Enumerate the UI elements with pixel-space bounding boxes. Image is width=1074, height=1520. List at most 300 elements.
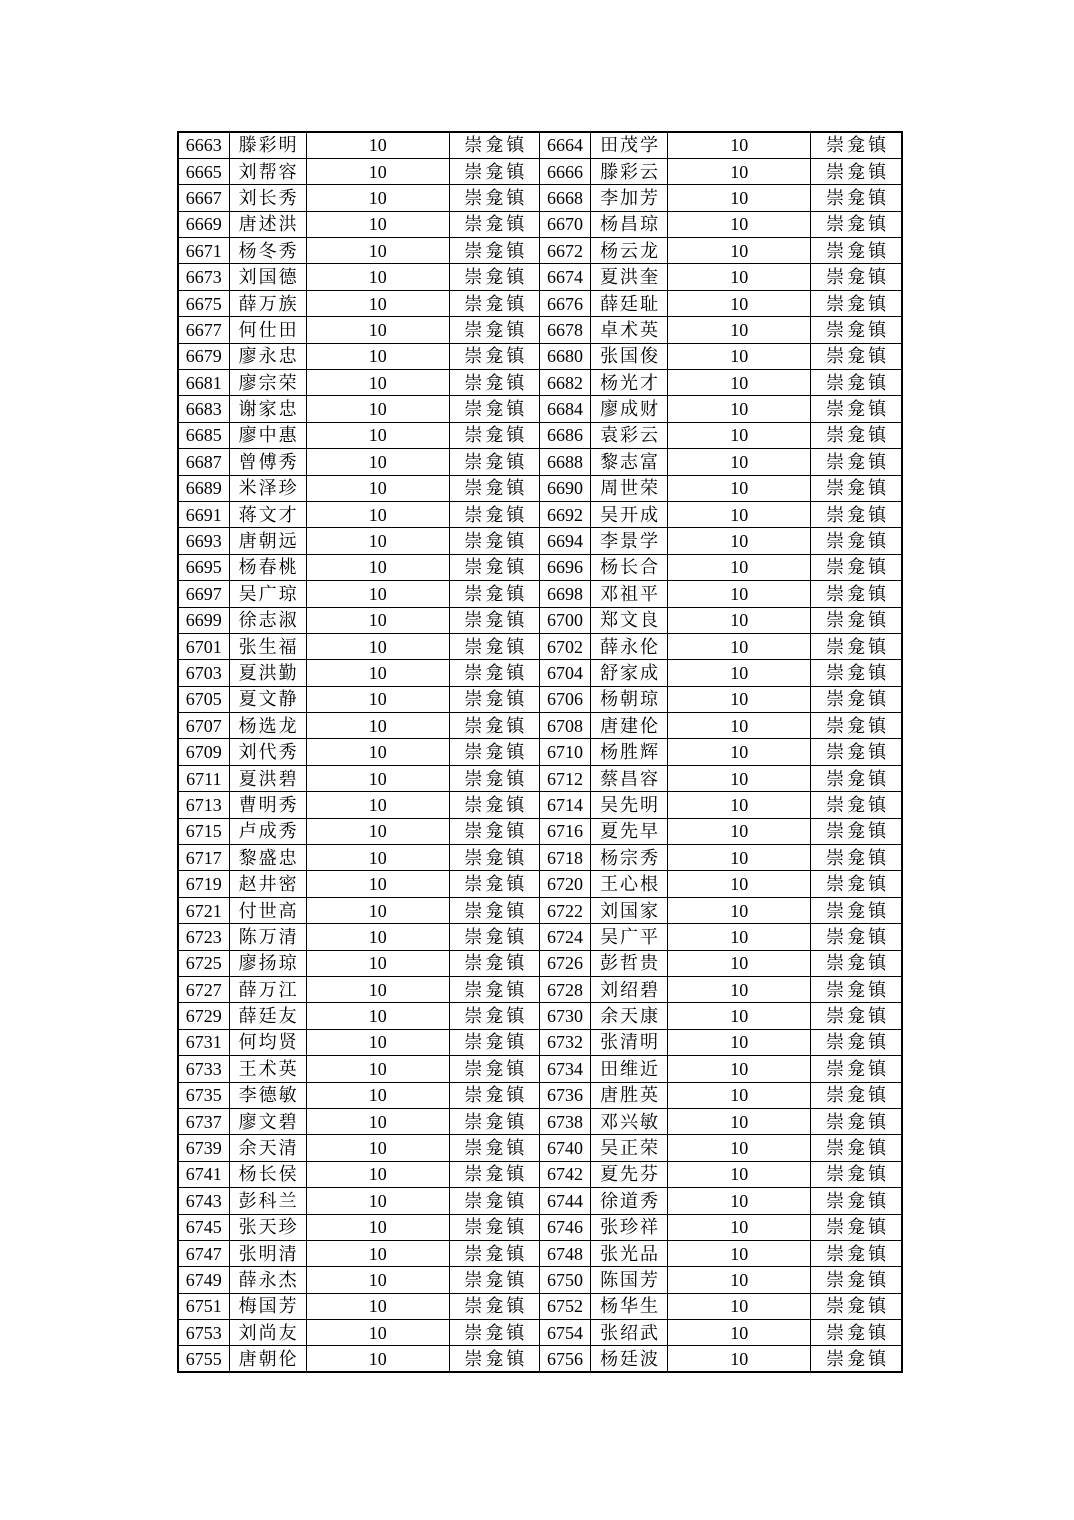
serial-number-cell: 6729 (178, 1003, 229, 1029)
serial-number-cell: 6731 (178, 1029, 229, 1055)
amount-cell: 10 (306, 581, 449, 607)
amount-cell: 10 (668, 185, 811, 211)
table-row (178, 422, 902, 448)
amount-cell: 10 (306, 264, 449, 290)
town-cell: 崇龛镇 (449, 1029, 539, 1055)
amount-cell: 10 (306, 977, 449, 1003)
amount-cell: 10 (668, 1135, 811, 1161)
person-name-cell: 余天清 (229, 1135, 306, 1161)
amount-cell: 10 (306, 897, 449, 923)
amount-cell: 10 (306, 1082, 449, 1108)
town-cell: 崇龛镇 (449, 449, 539, 475)
amount-cell: 10 (668, 581, 811, 607)
amount-cell: 10 (668, 950, 811, 976)
person-name-cell: 薛廷耻 (591, 290, 668, 316)
table-row (178, 1108, 902, 1134)
serial-number-cell: 6742 (539, 1161, 590, 1187)
person-name-cell: 李德敏 (229, 1082, 306, 1108)
person-name-cell: 杨长侯 (229, 1161, 306, 1187)
serial-number-cell: 6695 (178, 554, 229, 580)
amount-cell: 10 (306, 1240, 449, 1266)
serial-number-cell: 6721 (178, 897, 229, 923)
table-row (178, 977, 902, 1003)
town-cell: 崇龛镇 (449, 343, 539, 369)
serial-number-cell: 6711 (178, 765, 229, 791)
person-name-cell: 邓祖平 (591, 581, 668, 607)
serial-number-cell: 6744 (539, 1188, 590, 1214)
serial-number-cell: 6702 (539, 633, 590, 659)
town-cell: 崇龛镇 (811, 422, 902, 448)
amount-cell: 10 (668, 897, 811, 923)
person-name-cell: 曹明秀 (229, 792, 306, 818)
person-name-cell: 廖中惠 (229, 422, 306, 448)
person-name-cell: 刘长秀 (229, 185, 306, 211)
person-name-cell: 郑文良 (591, 607, 668, 633)
table-row (178, 607, 902, 633)
person-name-cell: 米泽珍 (229, 475, 306, 501)
amount-cell: 10 (668, 1267, 811, 1293)
person-name-cell: 张明清 (229, 1240, 306, 1266)
serial-number-cell: 6686 (539, 422, 590, 448)
person-name-cell: 张天珍 (229, 1214, 306, 1240)
table-row (178, 528, 902, 554)
table-row (178, 264, 902, 290)
table-row (178, 370, 902, 396)
person-name-cell: 杨朝琼 (591, 686, 668, 712)
amount-cell: 10 (668, 1214, 811, 1240)
town-cell: 崇龛镇 (811, 1293, 902, 1319)
serial-number-cell: 6680 (539, 343, 590, 369)
town-cell: 崇龛镇 (811, 528, 902, 554)
person-name-cell: 杨宗秀 (591, 845, 668, 871)
amount-cell: 10 (668, 132, 811, 158)
person-name-cell: 夏洪奎 (591, 264, 668, 290)
amount-cell: 10 (306, 554, 449, 580)
serial-number-cell: 6712 (539, 765, 590, 791)
serial-number-cell: 6672 (539, 238, 590, 264)
person-name-cell: 陈万清 (229, 924, 306, 950)
serial-number-cell: 6715 (178, 818, 229, 844)
amount-cell: 10 (306, 290, 449, 316)
table-row (178, 185, 902, 211)
town-cell: 崇龛镇 (811, 792, 902, 818)
serial-number-cell: 6741 (178, 1161, 229, 1187)
serial-number-cell: 6674 (539, 264, 590, 290)
amount-cell: 10 (668, 290, 811, 316)
person-name-cell: 薛万江 (229, 977, 306, 1003)
town-cell: 崇龛镇 (811, 475, 902, 501)
person-name-cell: 刘尚友 (229, 1320, 306, 1346)
serial-number-cell: 6696 (539, 554, 590, 580)
serial-number-cell: 6734 (539, 1056, 590, 1082)
serial-number-cell: 6705 (178, 686, 229, 712)
town-cell: 崇龛镇 (449, 370, 539, 396)
serial-number-cell: 6738 (539, 1108, 590, 1134)
amount-cell: 10 (306, 449, 449, 475)
serial-number-cell: 6701 (178, 633, 229, 659)
person-name-cell: 吴先明 (591, 792, 668, 818)
town-cell: 崇龛镇 (449, 765, 539, 791)
person-name-cell: 张光品 (591, 1240, 668, 1266)
town-cell: 崇龛镇 (449, 1108, 539, 1134)
amount-cell: 10 (306, 1029, 449, 1055)
serial-number-cell: 6706 (539, 686, 590, 712)
amount-cell: 10 (306, 1003, 449, 1029)
person-name-cell: 卓术英 (591, 317, 668, 343)
person-name-cell: 刘国家 (591, 897, 668, 923)
town-cell: 崇龛镇 (811, 1108, 902, 1134)
table-row (178, 343, 902, 369)
person-name-cell: 梅国芳 (229, 1293, 306, 1319)
table-row (178, 686, 902, 712)
amount-cell: 10 (306, 238, 449, 264)
town-cell: 崇龛镇 (449, 792, 539, 818)
amount-cell: 10 (306, 1108, 449, 1134)
table-row (178, 475, 902, 501)
person-name-cell: 唐建伦 (591, 713, 668, 739)
amount-cell: 10 (306, 1056, 449, 1082)
person-name-cell: 王术英 (229, 1056, 306, 1082)
amount-cell: 10 (668, 686, 811, 712)
town-cell: 崇龛镇 (811, 845, 902, 871)
table-row (178, 158, 902, 184)
town-cell: 崇龛镇 (811, 1082, 902, 1108)
person-name-cell: 刘绍碧 (591, 977, 668, 1003)
amount-cell: 10 (306, 1214, 449, 1240)
serial-number-cell: 6693 (178, 528, 229, 554)
town-cell: 崇龛镇 (811, 660, 902, 686)
town-cell: 崇龛镇 (811, 185, 902, 211)
town-cell: 崇龛镇 (449, 264, 539, 290)
serial-number-cell: 6733 (178, 1056, 229, 1082)
person-name-cell: 周世荣 (591, 475, 668, 501)
serial-number-cell: 6670 (539, 211, 590, 237)
town-cell: 崇龛镇 (449, 290, 539, 316)
amount-cell: 10 (668, 1188, 811, 1214)
serial-number-cell: 6703 (178, 660, 229, 686)
person-name-cell: 杨春桃 (229, 554, 306, 580)
serial-number-cell: 6708 (539, 713, 590, 739)
person-name-cell: 袁彩云 (591, 422, 668, 448)
table-row (178, 792, 902, 818)
person-name-cell: 卢成秀 (229, 818, 306, 844)
table-row (178, 581, 902, 607)
table-row (178, 1346, 902, 1372)
serial-number-cell: 6727 (178, 977, 229, 1003)
serial-number-cell: 6677 (178, 317, 229, 343)
amount-cell: 10 (306, 1267, 449, 1293)
beneficiary-roster-table (177, 131, 903, 1373)
person-name-cell: 邓兴敏 (591, 1108, 668, 1134)
person-name-cell: 薛万族 (229, 290, 306, 316)
person-name-cell: 廖永忠 (229, 343, 306, 369)
amount-cell: 10 (306, 792, 449, 818)
table-row (178, 238, 902, 264)
table-row (178, 449, 902, 475)
table-row (178, 1161, 902, 1187)
amount-cell: 10 (306, 1293, 449, 1319)
town-cell: 崇龛镇 (811, 897, 902, 923)
amount-cell: 10 (306, 132, 449, 158)
person-name-cell: 杨长合 (591, 554, 668, 580)
amount-cell: 10 (306, 713, 449, 739)
person-name-cell: 杨昌琼 (591, 211, 668, 237)
serial-number-cell: 6719 (178, 871, 229, 897)
person-name-cell: 夏先芬 (591, 1161, 668, 1187)
town-cell: 崇龛镇 (449, 581, 539, 607)
serial-number-cell: 6740 (539, 1135, 590, 1161)
table-row (178, 818, 902, 844)
table-row (178, 1003, 902, 1029)
table-row (178, 1056, 902, 1082)
person-name-cell: 廖文碧 (229, 1108, 306, 1134)
serial-number-cell: 6700 (539, 607, 590, 633)
person-name-cell: 夏洪勤 (229, 660, 306, 686)
town-cell: 崇龛镇 (449, 317, 539, 343)
amount-cell: 10 (668, 317, 811, 343)
serial-number-cell: 6710 (539, 739, 590, 765)
amount-cell: 10 (306, 818, 449, 844)
serial-number-cell: 6688 (539, 449, 590, 475)
person-name-cell: 廖扬琼 (229, 950, 306, 976)
amount-cell: 10 (668, 396, 811, 422)
table-row (178, 290, 902, 316)
serial-number-cell: 6732 (539, 1029, 590, 1055)
person-name-cell: 陈国芳 (591, 1267, 668, 1293)
town-cell: 崇龛镇 (811, 1240, 902, 1266)
table-row (178, 1320, 902, 1346)
serial-number-cell: 6675 (178, 290, 229, 316)
serial-number-cell: 6704 (539, 660, 590, 686)
person-name-cell: 张绍武 (591, 1320, 668, 1346)
town-cell: 崇龛镇 (811, 713, 902, 739)
town-cell: 崇龛镇 (449, 950, 539, 976)
person-name-cell: 唐朝伦 (229, 1346, 306, 1372)
serial-number-cell: 6725 (178, 950, 229, 976)
town-cell: 崇龛镇 (449, 158, 539, 184)
serial-number-cell: 6736 (539, 1082, 590, 1108)
amount-cell: 10 (306, 317, 449, 343)
serial-number-cell: 6716 (539, 818, 590, 844)
town-cell: 崇龛镇 (811, 765, 902, 791)
amount-cell: 10 (668, 1082, 811, 1108)
town-cell: 崇龛镇 (811, 264, 902, 290)
person-name-cell: 薛永伦 (591, 633, 668, 659)
town-cell: 崇龛镇 (811, 818, 902, 844)
town-cell: 崇龛镇 (449, 897, 539, 923)
person-name-cell: 杨华生 (591, 1293, 668, 1319)
amount-cell: 10 (668, 1056, 811, 1082)
town-cell: 崇龛镇 (811, 1267, 902, 1293)
amount-cell: 10 (306, 633, 449, 659)
serial-number-cell: 6723 (178, 924, 229, 950)
amount-cell: 10 (668, 370, 811, 396)
town-cell: 崇龛镇 (449, 1214, 539, 1240)
person-name-cell: 李景学 (591, 528, 668, 554)
person-name-cell: 刘代秀 (229, 739, 306, 765)
serial-number-cell: 6666 (539, 158, 590, 184)
serial-number-cell: 6699 (178, 607, 229, 633)
person-name-cell: 刘帮容 (229, 158, 306, 184)
amount-cell: 10 (306, 422, 449, 448)
town-cell: 崇龛镇 (449, 211, 539, 237)
serial-number-cell: 6697 (178, 581, 229, 607)
town-cell: 崇龛镇 (811, 238, 902, 264)
serial-number-cell: 6684 (539, 396, 590, 422)
amount-cell: 10 (668, 1161, 811, 1187)
person-name-cell: 谢家忠 (229, 396, 306, 422)
table-row (178, 765, 902, 791)
table-row (178, 897, 902, 923)
serial-number-cell: 6750 (539, 1267, 590, 1293)
serial-number-cell: 6664 (539, 132, 590, 158)
serial-number-cell: 6691 (178, 501, 229, 527)
amount-cell: 10 (668, 422, 811, 448)
town-cell: 崇龛镇 (449, 713, 539, 739)
town-cell: 崇龛镇 (449, 1056, 539, 1082)
serial-number-cell: 6730 (539, 1003, 590, 1029)
amount-cell: 10 (668, 1240, 811, 1266)
town-cell: 崇龛镇 (811, 1188, 902, 1214)
person-name-cell: 吴广平 (591, 924, 668, 950)
town-cell: 崇龛镇 (449, 1188, 539, 1214)
amount-cell: 10 (306, 528, 449, 554)
amount-cell: 10 (668, 158, 811, 184)
amount-cell: 10 (668, 528, 811, 554)
amount-cell: 10 (668, 845, 811, 871)
amount-cell: 10 (668, 924, 811, 950)
town-cell: 崇龛镇 (811, 871, 902, 897)
serial-number-cell: 6689 (178, 475, 229, 501)
serial-number-cell: 6713 (178, 792, 229, 818)
amount-cell: 10 (668, 765, 811, 791)
person-name-cell: 廖成财 (591, 396, 668, 422)
amount-cell: 10 (306, 475, 449, 501)
roster-table-body (178, 132, 902, 1372)
serial-number-cell: 6726 (539, 950, 590, 976)
town-cell: 崇龛镇 (449, 1082, 539, 1108)
table-row (178, 132, 902, 158)
town-cell: 崇龛镇 (449, 185, 539, 211)
serial-number-cell: 6667 (178, 185, 229, 211)
amount-cell: 10 (306, 871, 449, 897)
serial-number-cell: 6737 (178, 1108, 229, 1134)
town-cell: 崇龛镇 (811, 1320, 902, 1346)
person-name-cell: 赵井密 (229, 871, 306, 897)
amount-cell: 10 (306, 396, 449, 422)
town-cell: 崇龛镇 (811, 290, 902, 316)
serial-number-cell: 6755 (178, 1346, 229, 1372)
amount-cell: 10 (668, 449, 811, 475)
person-name-cell: 滕彩云 (591, 158, 668, 184)
serial-number-cell: 6692 (539, 501, 590, 527)
town-cell: 崇龛镇 (449, 845, 539, 871)
amount-cell: 10 (306, 1161, 449, 1187)
table-row (178, 633, 902, 659)
person-name-cell: 张国俊 (591, 343, 668, 369)
amount-cell: 10 (668, 660, 811, 686)
person-name-cell: 吴开成 (591, 501, 668, 527)
town-cell: 崇龛镇 (449, 554, 539, 580)
amount-cell: 10 (668, 607, 811, 633)
serial-number-cell: 6718 (539, 845, 590, 871)
person-name-cell: 廖宗荣 (229, 370, 306, 396)
serial-number-cell: 6748 (539, 1240, 590, 1266)
serial-number-cell: 6665 (178, 158, 229, 184)
person-name-cell: 夏洪碧 (229, 765, 306, 791)
person-name-cell: 蔡昌容 (591, 765, 668, 791)
town-cell: 崇龛镇 (449, 739, 539, 765)
town-cell: 崇龛镇 (811, 1003, 902, 1029)
person-name-cell: 彭科兰 (229, 1188, 306, 1214)
amount-cell: 10 (306, 924, 449, 950)
serial-number-cell: 6671 (178, 238, 229, 264)
person-name-cell: 唐朝远 (229, 528, 306, 554)
serial-number-cell: 6679 (178, 343, 229, 369)
town-cell: 崇龛镇 (811, 1029, 902, 1055)
town-cell: 崇龛镇 (811, 1214, 902, 1240)
town-cell: 崇龛镇 (811, 686, 902, 712)
amount-cell: 10 (668, 1108, 811, 1134)
amount-cell: 10 (668, 343, 811, 369)
town-cell: 崇龛镇 (811, 977, 902, 1003)
serial-number-cell: 6707 (178, 713, 229, 739)
amount-cell: 10 (306, 660, 449, 686)
person-name-cell: 何均贤 (229, 1029, 306, 1055)
amount-cell: 10 (306, 739, 449, 765)
person-name-cell: 黎志富 (591, 449, 668, 475)
amount-cell: 10 (306, 185, 449, 211)
serial-number-cell: 6746 (539, 1214, 590, 1240)
town-cell: 崇龛镇 (811, 211, 902, 237)
town-cell: 崇龛镇 (811, 370, 902, 396)
serial-number-cell: 6743 (178, 1188, 229, 1214)
table-row (178, 501, 902, 527)
amount-cell: 10 (668, 739, 811, 765)
town-cell: 崇龛镇 (811, 158, 902, 184)
town-cell: 崇龛镇 (449, 501, 539, 527)
amount-cell: 10 (668, 977, 811, 1003)
town-cell: 崇龛镇 (449, 924, 539, 950)
person-name-cell: 徐志淑 (229, 607, 306, 633)
amount-cell: 10 (306, 343, 449, 369)
amount-cell: 10 (306, 211, 449, 237)
serial-number-cell: 6722 (539, 897, 590, 923)
serial-number-cell: 6739 (178, 1135, 229, 1161)
table-row (178, 1267, 902, 1293)
serial-number-cell: 6690 (539, 475, 590, 501)
serial-number-cell: 6717 (178, 845, 229, 871)
serial-number-cell: 6747 (178, 1240, 229, 1266)
table-row (178, 396, 902, 422)
person-name-cell: 杨选龙 (229, 713, 306, 739)
town-cell: 崇龛镇 (811, 343, 902, 369)
town-cell: 崇龛镇 (811, 607, 902, 633)
amount-cell: 10 (668, 238, 811, 264)
person-name-cell: 杨冬秀 (229, 238, 306, 264)
amount-cell: 10 (668, 1320, 811, 1346)
table-row (178, 739, 902, 765)
person-name-cell: 李加芳 (591, 185, 668, 211)
town-cell: 崇龛镇 (811, 950, 902, 976)
table-row (178, 317, 902, 343)
amount-cell: 10 (306, 1320, 449, 1346)
person-name-cell: 薛永杰 (229, 1267, 306, 1293)
table-row (178, 1029, 902, 1055)
serial-number-cell: 6752 (539, 1293, 590, 1319)
person-name-cell: 滕彩明 (229, 132, 306, 158)
serial-number-cell: 6669 (178, 211, 229, 237)
